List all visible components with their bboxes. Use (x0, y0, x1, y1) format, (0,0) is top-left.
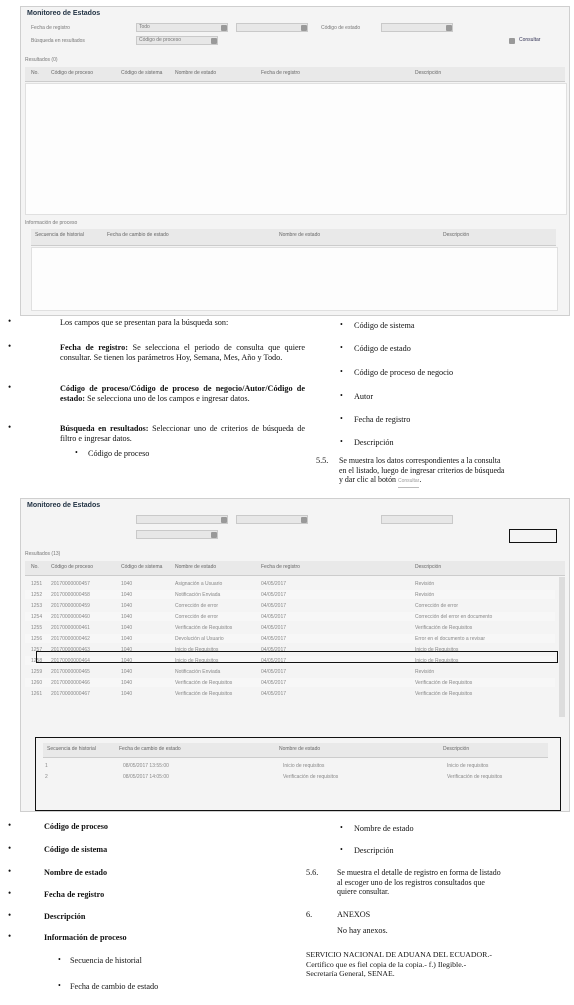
table-cell: Notificación Enviada (175, 669, 221, 675)
col-descripcion: Descripción (415, 70, 442, 76)
sub-bullet: • (340, 414, 343, 423)
busqueda-select[interactable] (136, 530, 218, 539)
consultar-inline-button: Consultar (398, 477, 419, 488)
col-fecha: Fecha de registro (261, 564, 300, 570)
fecha-value: Todo (139, 24, 150, 30)
para-busqueda: Búsqueda en resultados: Seleccionar uno de criterios de búsqueda de filtro e ingresar datos. (60, 424, 305, 443)
screen-title: Monitoreo de Estados (27, 10, 101, 17)
info-cell: Inicio de requisitos (447, 763, 489, 769)
table-cell: 20170000000466 (51, 680, 90, 686)
table-cell: Inicio de Requisitos (175, 647, 219, 653)
bullet: • (8, 931, 12, 941)
para-codigo: Código de proceso/Código de proceso de negocio/Autor/Código de estado: Se selecciona uno de los campos e ingresar datos. (60, 384, 305, 403)
codigo-estado-input[interactable] (381, 515, 453, 524)
table-cell: Corrección del error en documento (415, 614, 493, 620)
table-cell: 1251 (31, 581, 43, 587)
bullet: • (8, 866, 12, 876)
screen-title: Monitoreo de Estados (27, 502, 101, 509)
table-row[interactable] (25, 590, 555, 599)
table-cell: 1254 (31, 614, 43, 620)
table-cell: Verificación de Requisitos (175, 691, 233, 697)
info-col-nombre: Nombre de estado (279, 232, 321, 238)
right-item-1: Código de sistema (354, 321, 415, 330)
left-item-1: Código de proceso (44, 822, 108, 831)
right-descripcion: Descripción (354, 846, 394, 855)
consultar-button-highlight[interactable] (509, 529, 557, 543)
table-cell: Inicio de Requisitos (175, 658, 219, 664)
table-cell: Verificación de Requisitos (175, 680, 233, 686)
table-cell: 1261 (31, 691, 43, 697)
table-row[interactable] (25, 667, 555, 676)
table-cell: 04/05/2017 (261, 691, 287, 697)
table-cell: 1040 (121, 581, 133, 587)
table-cell: Verificación de Requisitos (415, 625, 473, 631)
table-row[interactable] (25, 601, 555, 610)
table-cell: 04/05/2017 (261, 680, 287, 686)
table-cell: 1040 (121, 647, 133, 653)
table-cell: 20170000000467 (51, 691, 90, 697)
fecha-label: Fecha de registro (31, 25, 70, 31)
col-nombre-estado: Nombre de estado (175, 70, 217, 76)
footer-certification: SERVICIO NACIONAL DE ADUANA DEL ECUADOR.- Certifico que es fiel copia de la copia.- f.) Ilegible.- Secretaría General, SENAE. (306, 950, 492, 979)
info-col-descripcion: Descripción (443, 746, 470, 752)
right-item-5: Fecha de registro (354, 415, 411, 424)
sub-bullet: • (340, 823, 343, 832)
table-cell: Revisión (415, 592, 435, 598)
sub-secuencia: Secuencia de historial (70, 956, 142, 965)
col-nombre-estado: Nombre de estado (175, 564, 217, 570)
table-cell: 1040 (121, 680, 133, 686)
col-fecha: Fecha de registro (261, 70, 300, 76)
col-no: No. (31, 564, 39, 570)
left-item-3: Nombre de estado (44, 868, 108, 877)
col-codigo-sistema: Código de sistema (121, 70, 163, 76)
table-row[interactable] (25, 634, 555, 643)
step-text: Se muestra los datos correspondientes a la consulta en el listado, luego de ingresar criterios de búsqueda y dar clic al botón Consultar. (339, 456, 571, 488)
bullet: • (8, 341, 12, 351)
para-campos: Los campos que se presentan para la búsqueda son: (60, 318, 229, 327)
info-cell: Inicio de requisitos (283, 763, 325, 769)
table-cell: 20170000000460 (51, 614, 90, 620)
left-item-2: Código de sistema (44, 845, 108, 854)
dropdown-icon[interactable] (221, 517, 227, 523)
bullet: • (8, 843, 12, 853)
screenshot-monitoreo-results (20, 498, 570, 812)
dropdown-icon[interactable] (446, 25, 452, 31)
col-codigo-proceso: Código de proceso (51, 564, 93, 570)
table-row[interactable] (25, 623, 555, 632)
table-cell: 20170000000462 (51, 636, 90, 642)
info-col-fecha: Fecha de cambio de estado (119, 746, 181, 752)
dropdown-icon[interactable] (221, 25, 227, 31)
dropdown-icon[interactable] (211, 532, 217, 538)
sub-bullet: • (340, 391, 343, 400)
info-col-secuencia: Secuencia de historial (35, 232, 84, 238)
info-label: Información de proceso (25, 220, 78, 226)
table-cell: 1040 (121, 658, 133, 664)
sub-bullet: • (340, 343, 343, 352)
fecha-range[interactable] (236, 23, 308, 32)
info-col-descripcion: Descripción (443, 232, 470, 238)
left-item-6: Información de proceso (44, 933, 127, 942)
screenshot-monitoreo-empty (20, 6, 570, 316)
table-row[interactable] (25, 579, 555, 588)
table-cell: 1252 (31, 592, 43, 598)
info-row[interactable] (25, 772, 555, 781)
fecha-select[interactable] (136, 515, 228, 524)
scrollbar[interactable] (559, 577, 565, 717)
table-cell: Inicio de Requisitos (415, 658, 459, 664)
annex-text: No hay anexos. (337, 926, 388, 935)
info-col-secuencia: Secuencia de historial (47, 746, 96, 752)
table-cell: 04/05/2017 (261, 625, 287, 631)
busqueda-label: Búsqueda en resultados (31, 38, 85, 44)
table-cell: Revisión (415, 581, 435, 587)
info-cell: 1 (45, 763, 48, 769)
table-cell: Verificación de Requisitos (415, 691, 473, 697)
annex-number: 6. (306, 910, 313, 919)
table-cell: 20170000000457 (51, 581, 90, 587)
right-nombre-estado: Nombre de estado (354, 824, 414, 833)
right-item-6: Descripción (354, 438, 394, 447)
table-cell: Asignación a Usuario (175, 581, 223, 587)
bullet: • (8, 820, 12, 830)
table-cell: 04/05/2017 (261, 636, 287, 642)
col-descripcion: Descripción (415, 564, 442, 570)
table-cell: 1040 (121, 603, 133, 609)
results-label: Resultados (0) (25, 57, 58, 63)
bullet: • (8, 316, 12, 326)
table-cell: 1040 (121, 636, 133, 642)
busqueda-value: Código de proceso (139, 37, 181, 43)
table-cell: 1040 (121, 625, 133, 631)
table-cell: Revisión (415, 669, 435, 675)
results-grid-body (25, 83, 567, 215)
info-cell: 08/05/2017 13:55:00 (123, 763, 169, 769)
codigo-estado-input[interactable] (381, 23, 453, 32)
col-no: No. (31, 70, 39, 76)
info-row[interactable] (25, 761, 555, 770)
left-item-4: Fecha de registro (44, 890, 105, 899)
info-grid-header (31, 229, 556, 246)
info-col-fecha: Fecha de cambio de estado (107, 232, 169, 238)
table-cell: 20170000000458 (51, 592, 90, 598)
table-cell: 20170000000464 (51, 658, 90, 664)
right-item-3: Código de proceso de negocio (354, 368, 454, 377)
bullet: • (8, 888, 12, 898)
bullet: • (8, 910, 12, 920)
sub-codigo-proceso: Código de proceso (88, 449, 150, 458)
sub-bullet: • (58, 955, 61, 964)
info-cell: Verificación de requisitos (447, 774, 503, 780)
col-codigo-sistema: Código de sistema (121, 564, 163, 570)
table-cell: Devolución al Usuario (175, 636, 224, 642)
table-cell: 1259 (31, 669, 43, 675)
consultar-button[interactable]: Consultar (519, 37, 541, 43)
codigo-estado-label: Código de estado (321, 25, 361, 31)
table-cell: Verificación de Requisitos (415, 680, 473, 686)
info-cell: 2 (45, 774, 48, 780)
selected-row-highlight (36, 651, 558, 663)
table-cell: Error en el documento a revisar (415, 636, 486, 642)
table-row[interactable] (25, 689, 555, 698)
info-grid-body (31, 247, 558, 311)
sub-bullet: • (340, 845, 343, 854)
table-cell: 1258 (31, 658, 43, 664)
info-cell: Verificación de requisitos (283, 774, 339, 780)
info-col-nombre: Nombre de estado (279, 746, 321, 752)
table-cell: 20170000000465 (51, 669, 90, 675)
results-label: Resultados (13) (25, 551, 61, 557)
table-cell: Inicio de Requisitos (415, 647, 459, 653)
calendar-icon[interactable] (301, 25, 307, 31)
bullet: • (8, 382, 12, 392)
table-cell: Corrección de error (175, 614, 219, 620)
left-item-5: Descripción (44, 912, 86, 921)
table-cell: 1255 (31, 625, 43, 631)
col-codigo-proceso: Código de proceso (51, 70, 93, 76)
para-fecha: Fecha de registro: Se selecciona el periodo de consulta que quiere consultar. Se tienen los parámetros Hoy, Semana, Mes, Año y Todo. (60, 343, 306, 362)
table-cell: 20170000000463 (51, 647, 90, 653)
right-item-4: Autor (354, 392, 374, 401)
annex-title: ANEXOS (337, 910, 371, 919)
fecha-range[interactable] (236, 515, 308, 524)
step-number: 5.5. (316, 456, 329, 465)
results-grid-header (25, 561, 565, 576)
table-cell: 04/05/2017 (261, 647, 287, 653)
table-cell: Notificación Enviada (175, 592, 221, 598)
sub-fecha-cambio: Fecha de cambio de estado (70, 982, 159, 991)
calendar-icon[interactable] (301, 517, 307, 523)
dropdown-icon[interactable] (211, 38, 217, 44)
search-icon[interactable] (509, 38, 515, 44)
table-cell: 1040 (121, 691, 133, 697)
bullet: • (8, 422, 12, 432)
sub-bullet: • (340, 320, 343, 329)
table-cell: Corrección de error (415, 603, 459, 609)
step-56-text: Se muestra el detalle de registro en forma de listado al escoger uno de los registros consultados que quiere consultar. (337, 868, 501, 897)
table-cell: Corrección de error (175, 603, 219, 609)
table-row[interactable] (25, 678, 555, 687)
table-cell: 04/05/2017 (261, 669, 287, 675)
table-cell: 20170000000461 (51, 625, 90, 631)
sub-bullet: • (340, 367, 343, 376)
table-cell: 1040 (121, 614, 133, 620)
table-cell: 1260 (31, 680, 43, 686)
table-cell: 04/05/2017 (261, 581, 287, 587)
table-cell: 20170000000459 (51, 603, 90, 609)
sub-bullet: • (75, 448, 78, 457)
table-cell: 04/05/2017 (261, 592, 287, 598)
info-cell: 08/05/2017 14:05:00 (123, 774, 169, 780)
table-cell: 1040 (121, 669, 133, 675)
sub-bullet: • (340, 437, 343, 446)
table-cell: 1256 (31, 636, 43, 642)
step-56-number: 5.6. (306, 868, 319, 877)
table-cell: 1253 (31, 603, 43, 609)
table-cell: 04/05/2017 (261, 614, 287, 620)
table-cell: 04/05/2017 (261, 658, 287, 664)
sub-bullet: • (58, 981, 61, 990)
table-cell: 04/05/2017 (261, 603, 287, 609)
table-row[interactable] (25, 612, 555, 621)
info-grid-header (43, 743, 548, 758)
table-cell: 1257 (31, 647, 43, 653)
table-cell: 1040 (121, 592, 133, 598)
table-cell: Verificación de Requisitos (175, 625, 233, 631)
right-item-2: Código de estado (354, 344, 411, 353)
results-grid-header (25, 67, 565, 82)
